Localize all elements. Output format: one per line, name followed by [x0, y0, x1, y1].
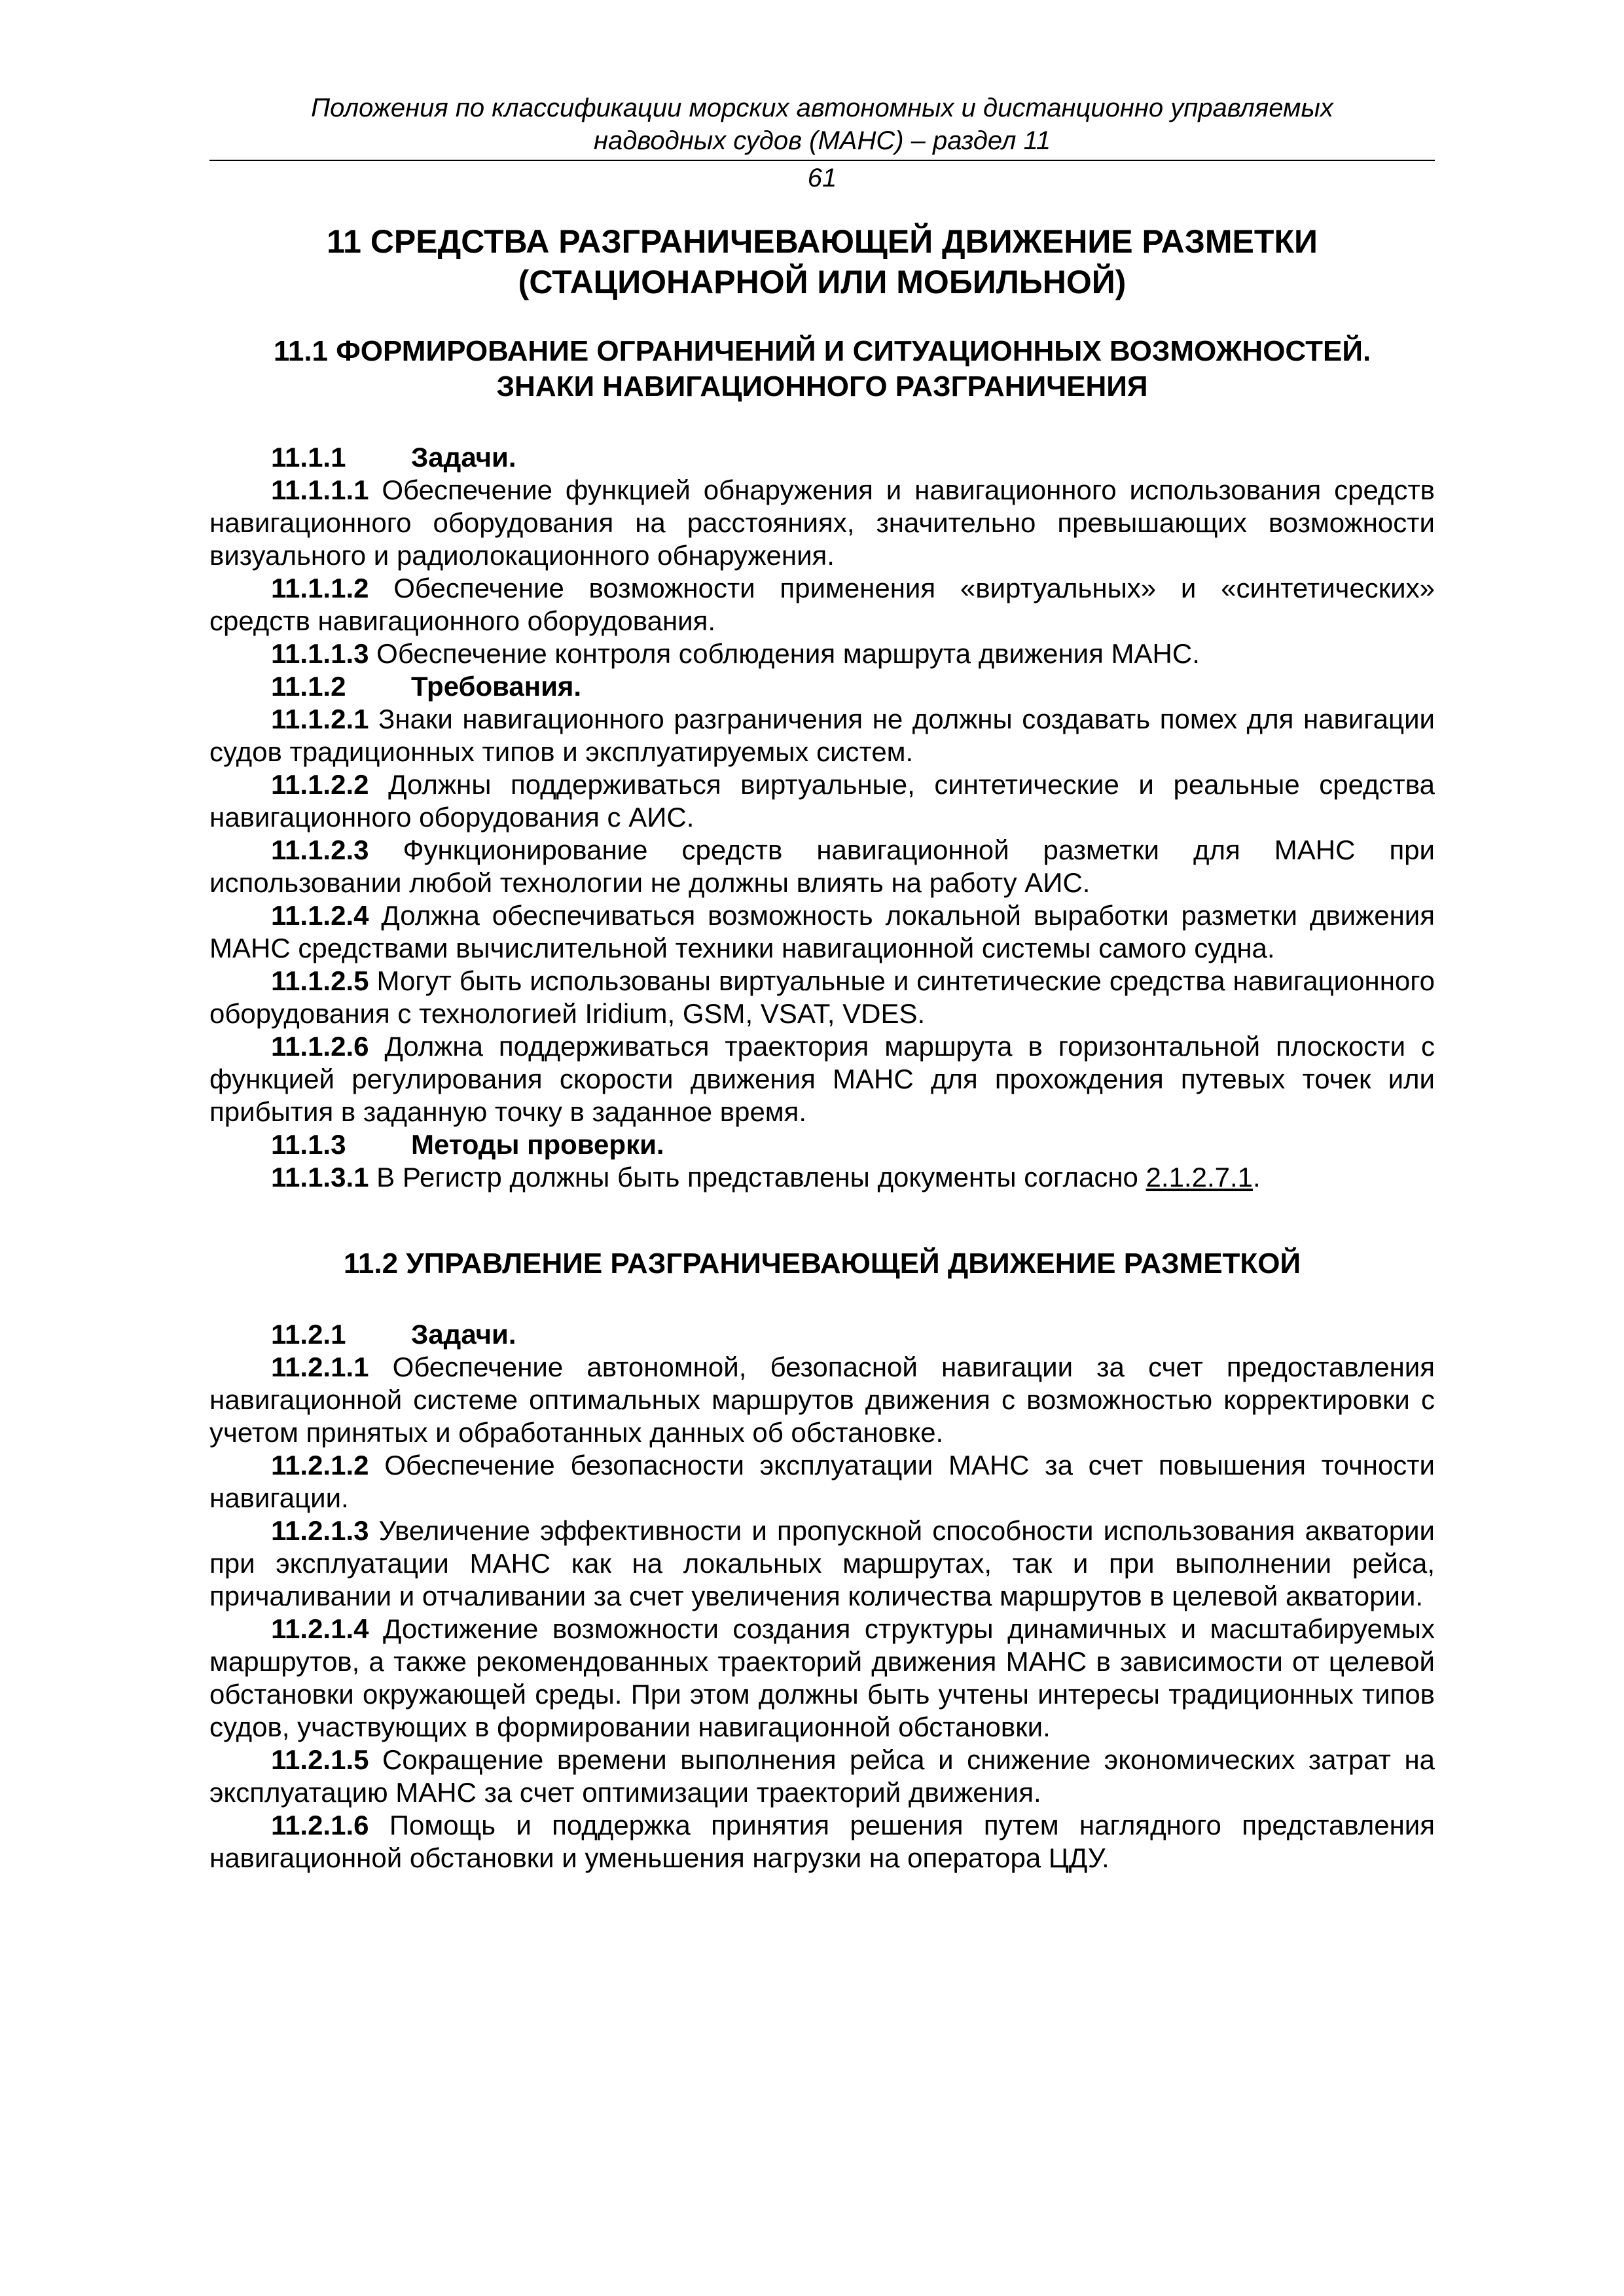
clause-number: 11.1.1.3 [271, 638, 369, 669]
clause-paragraph [209, 1809, 1435, 1874]
running-header [209, 92, 1435, 157]
chapter-title [209, 221, 1435, 302]
clause-paragraph [209, 572, 1435, 637]
clause-paragraph [209, 768, 1435, 834]
clause-number: 11.1.2.5 [271, 965, 369, 996]
clause-paragraph [209, 1744, 1435, 1809]
header-line-2: надводных судов (МАНС) – раздел 11 [593, 126, 1051, 155]
clause-text-tail: . [1253, 1162, 1261, 1193]
clause-paragraph [209, 637, 1435, 670]
clause-number: 11.1.3 [271, 1129, 346, 1160]
clause-paragraph [209, 474, 1435, 572]
clause-paragraph [209, 834, 1435, 899]
clause-number: 11.2.1.1 [271, 1352, 369, 1382]
clause-text: Обеспечение безопасности эксплуатации МАНС за счет повышения точности навигации. [209, 1450, 1435, 1513]
subsection-heading [209, 441, 1435, 474]
subsection-label: Требования. [411, 671, 582, 702]
section-11-1-title-line-1: 11.1 ФОРМИРОВАНИЕ ОГРАНИЧЕНИЙ И СИТУАЦИОННЫХ ВОЗМОЖНОСТЕЙ. [273, 335, 1371, 367]
clause-paragraph [209, 1351, 1435, 1449]
clause-paragraph [209, 1515, 1435, 1613]
clause-text: Обеспечение автономной, безопасной навигации за счет предоставления навигационной системе оптимальных маршрутов движения с возможностью корректировки с учетом принятых и обработанных данных об обстановке. [209, 1352, 1435, 1448]
clause-text: Обеспечение возможности применения «виртуальных» и «синтетических» средств навигационного оборудования. [209, 573, 1435, 636]
chapter-title-line-1: 11 СРЕДСТВА РАЗГРАНИЧЕВАЮЩЕЙ ДВИЖЕНИЕ РАЗМЕТКИ [327, 223, 1318, 260]
clause-text: Должна поддерживаться траектория маршрута в горизонтальной плоскости с функцией регулирования скорости движения МАНС для прохождения путевых точек или прибытия в заданную точку в заданное время. [209, 1031, 1435, 1127]
clause-text: Могут быть использованы виртуальные и синтетические средства навигационного оборудования с технологией Iridium, GSM, VSAT, VDES. [209, 965, 1435, 1029]
subsection-heading [209, 670, 1435, 703]
clause-paragraph [209, 1161, 1435, 1194]
subsection-heading [209, 1128, 1435, 1161]
clause-number: 11.2.1 [271, 1319, 346, 1350]
clause-paragraph [209, 899, 1435, 965]
clause-paragraph [209, 1449, 1435, 1515]
section-11-2-body [209, 1318, 1435, 1874]
clause-number: 11.2.1.6 [271, 1810, 369, 1840]
clause-number: 11.2.1.2 [271, 1450, 369, 1480]
clause-number: 11.1.1.1 [271, 475, 369, 505]
section-11-1-body [209, 441, 1435, 1194]
clause-number: 11.1.1.2 [271, 573, 369, 603]
clause-number: 11.2.1.4 [271, 1613, 369, 1644]
header-line-1: Положения по классификации морских автономных и дистанционно управляемых [311, 94, 1333, 122]
subsection-label: Задачи. [411, 1319, 516, 1350]
clause-text: Обеспечение функцией обнаружения и навигационного использования средств навигационного оборудования на расстояниях, значительно превышающих возможности визуального и радиолокационного обнаружения. [209, 475, 1435, 571]
clause-number: 11.1.3.1 [271, 1162, 369, 1193]
clause-text: Увеличение эффективности и пропускной способности использования акватории при эксплуатации МАНС как на локальных маршрутах, так и при выполнении рейса, причаливании и отчаливании за счет увеличения количества маршрутов в целевой акватории. [209, 1515, 1435, 1611]
clause-text: Сокращение времени выполнения рейса и снижение экономических затрат на эксплуатацию МАНС за счет оптимизации траекторий движения. [209, 1744, 1435, 1808]
clause-text: Знаки навигационного разграничения не должны создавать помех для навигации судов традиционных типов и эксплуатируемых систем. [209, 704, 1435, 767]
clause-text: Помощь и поддержка принятия решения путем наглядного представления навигационной обстановки и уменьшения нагрузки на оператора ЦДУ. [209, 1810, 1435, 1873]
clause-number: 11.1.2.1 [271, 704, 369, 734]
subsection-heading [209, 1318, 1435, 1351]
clause-number: 11.1.2.4 [271, 900, 369, 931]
clause-number: 11.1.1 [271, 442, 346, 473]
clause-text: Должны поддерживаться виртуальные, синтетические и реальные средства навигационного оборудования с АИС. [209, 769, 1435, 833]
clause-paragraph [209, 1613, 1435, 1744]
clause-text: В Регистр должны быть представлены документы согласно [376, 1162, 1138, 1193]
cross-reference-link[interactable]: 2.1.2.7.1 [1146, 1162, 1254, 1193]
clause-paragraph [209, 703, 1435, 768]
clause-number: 11.1.2.6 [271, 1031, 369, 1062]
section-11-1-title [209, 334, 1435, 404]
clause-number: 11.1.2.3 [271, 834, 369, 865]
clause-paragraph [209, 1030, 1435, 1128]
subsection-label: Задачи. [411, 442, 516, 473]
clause-text: Обеспечение контроля соблюдения маршрута движения МАНС. [376, 638, 1200, 669]
clause-text: Достижение возможности создания структуры динамичных и масштабируемых маршрутов, а также рекомендованных траекторий движения МАНС в зависимости от целевой обстановки окружающей среды. При этом должны быть учтены интересы традиционных типов судов, участвующих в формировании навигационной обстановки. [209, 1613, 1435, 1742]
clause-number: 11.1.2 [271, 671, 346, 702]
section-11-2-title: 11.2 УПРАВЛЕНИЕ РАЗГРАНИЧЕВАЮЩЕЙ ДВИЖЕНИЕ РАЗМЕТКОЙ [343, 1247, 1301, 1280]
clause-number: 11.1.2.2 [271, 769, 369, 800]
clause-text: Должна обеспечиваться возможность локальной выработки разметки движения МАНС средствами вычислительной техники навигационной системы самого судна. [209, 900, 1435, 963]
page-number: 61 [807, 164, 837, 192]
clause-number: 11.2.1.5 [271, 1744, 369, 1775]
document-page [209, 92, 1435, 1874]
clause-number: 11.2.1.3 [271, 1515, 369, 1546]
section-11-1-title-line-2: ЗНАКИ НАВИГАЦИОННОГО РАЗГРАНИЧЕНИЯ [496, 370, 1148, 403]
subsection-label: Методы проверки. [411, 1129, 664, 1160]
clause-paragraph [209, 965, 1435, 1030]
chapter-title-line-2: (СТАЦИОНАРНОЙ ИЛИ МОБИЛЬНОЙ) [518, 264, 1127, 300]
clause-text: Функционирование средств навигационной разметки для МАНС при использовании любой технологии не должны влиять на работу АИС. [209, 834, 1435, 898]
